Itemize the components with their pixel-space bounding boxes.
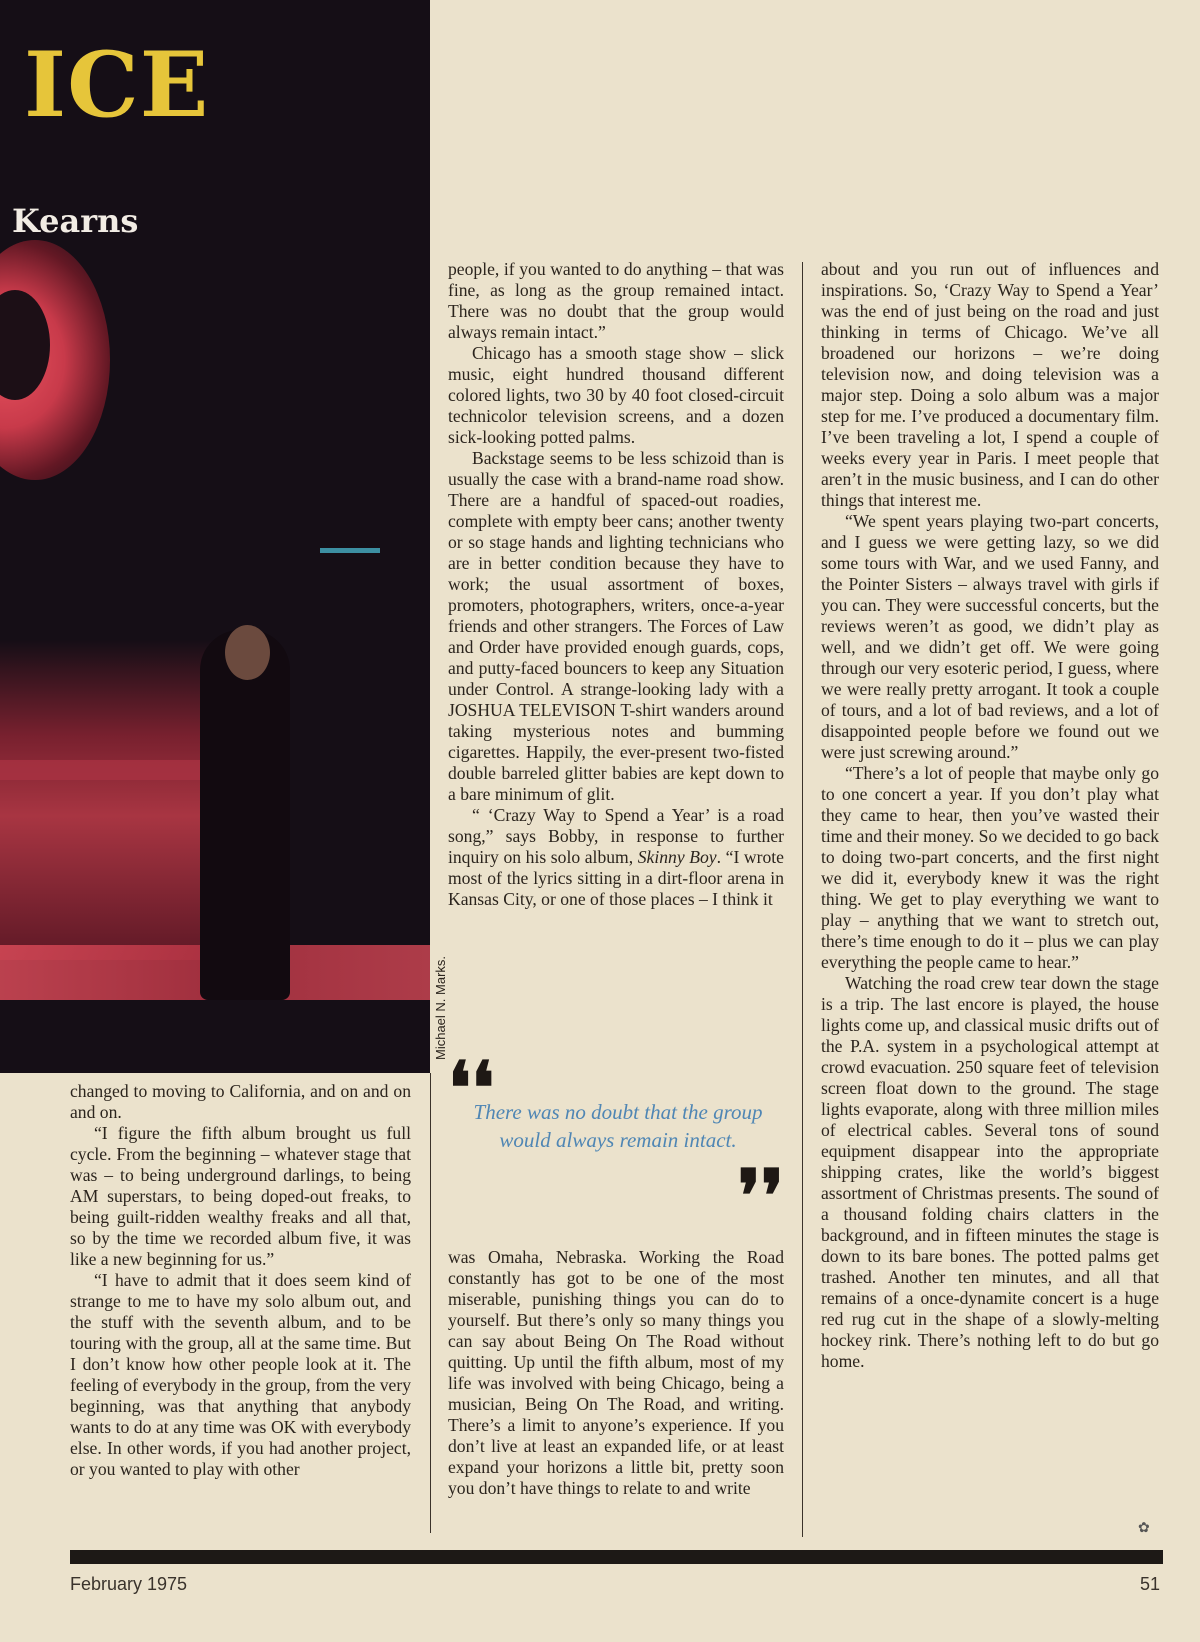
pull-quote: [448, 1045, 784, 1238]
paragraph: about and you run out of influences and inspirations. So, ‘Crazy Way to Spend a Year’ was the end of just being on the road and just thinking in terms of Chicago. We’ve all broadened our horizons – we’re doing television now, and doing television was a major step. Doing a solo album was a major step for me. I’ve produced a documentary film. I’ve been traveling a lot, I spend a couple of weeks every year in Paris. I meet people that aren’t in the music business, and I can do other things that interest me.: [821, 259, 1159, 510]
paragraph: Watching the road crew tear down the stage is a trip. The last encore is played, the house lights come up, and classical music drifts out of the P.A. system in a psychological attempt at crowd evacuation. 250 square feet of television screen float down to the ground. The stage lights evaporate, along with three million miles of electrical cables. Several tons of sound equipment disappear into the appropriate shipping crates, like the world’s biggest assortment of Christmas presents. The sound of a thousand folding chairs clatters in the background, and in fifteen minutes the stage is down to its bare bones. The potted palms get trashed. Another ten minutes, and all that remains of a once-dynamite concert is a huge red rug cut in the shape of a slowly-melting hockey rink. There’s nothing left to do but go home.: [821, 973, 1159, 1371]
paragraph: [448, 805, 784, 910]
paragraph: was Omaha, Nebraska. Working the Road constantly has got to be one of the most miserable, punishing things you can do to yourself. But there’s only so many things you can say about Being On The Road without quitting. Up until the fifth album, most of my life was involved with being Chicago, being a musician, Being On The Road, and writing. There’s a limit to anyone’s experience. If you don’t live at least an expanded life, or at least expand your horizons a little bit, pretty soon you don’t have things to relate to and write: [448, 1247, 784, 1498]
article-column-2-bottom: [448, 1247, 784, 1499]
paragraph-text: “ ‘Crazy Way to Spend a Year’ is a road song,” says Bobby, in response to further inquiry on his solo album,: [448, 805, 784, 867]
article-column-2-top: [448, 259, 784, 910]
photo-performer-head: [225, 625, 270, 680]
page-number: 51: [1139, 1574, 1160, 1594]
photo-performer: [200, 630, 290, 1000]
article-column-1: [70, 1081, 411, 1480]
photo-credit: Michael N. Marks.: [433, 955, 448, 1060]
photo-cyan-light: [320, 548, 380, 553]
paragraph: Backstage seems to be less schizoid than is usually the case with a brand-name road show. There are a handful of spaced-out roadies, complete with empty beer cans; another twenty or so stage hands and lighting technicians who are in better condition because they have to work; the usual assortment of boxes, promoters, photographers, writers, once-a-year friends and other strangers. The Forces of Law and Order have provided enough guards, cops, and putty-faced bouncers to keep any Situation under Control. A strange-looking lady with a JOSHUA TELEVISON T-shirt wanders around taking mysterious notes and bumming cigarettes. Happily, the ever-present two-fisted double barreled glitter babies are kept down to a bare minimum of glit.: [448, 448, 784, 804]
paragraph: “I have to admit that it does seem kind of strange to me to have my solo album out, and the stuff with the seventh album, and to be touring with the group, all at the same time. But I don’t know how other people look at it. The feeling of everybody in the group, from the very beginning, was that anything that anybody wants to do at any time was OK with everybody else. In other words, if you had another project, or you wanted to play with other: [70, 1270, 411, 1479]
paragraph: “There’s a lot of people that maybe only go to one concert a year. If you don’t play what they came to hear, then you’ve wasted their time and their money. So we decided to go back to doing two-part concerts, and the first night we did it, everybody knew it was the right thing. We get to play everything we want to play – anything that we want to stretch out, there’s time enough to do it – plus we can play everything the people came to hear.”: [821, 763, 1159, 972]
paragraph: changed to moving to California, and on and on and on.: [70, 1081, 411, 1122]
column-rule-1: [430, 1073, 431, 1533]
close-quote-icon: ❜❜: [737, 1153, 784, 1238]
author-fragment: Kearns: [12, 202, 139, 240]
issue-date: February 1975: [70, 1574, 188, 1594]
paragraph: “We spent years playing two-part concerts, and I guess we were getting lazy, so we did some tours with War, and we used Fanny, and the Pointer Sisters – always travel with girls if you can. They were successful concerts, but the reviews weren’t as good, we didn’t play as well, and we didn’t get off. We were going through our very esoteric period, I guess, where we were really pretty arrogant. It took a couple of tours, and a lot of bad reviews, and a lot of disappointed people before we found out we were just screwing around.”: [821, 511, 1159, 762]
album-title: Skinny Boy: [637, 847, 717, 867]
article-column-3: [821, 259, 1159, 1372]
footer-rule: [70, 1550, 1163, 1564]
photo-keyboard: [0, 760, 200, 780]
paragraph: “I figure the fifth album brought us full cycle. From the beginning – whatever stage that was – to being underground darlings, to being AM superstars, to being doped-out freaks, to being guilt-ridden wealthy freaks and all that, so by the time we recorded album five, it was like a new beginning for us.”: [70, 1123, 411, 1269]
paragraph: Chicago has a smooth stage show – slick music, eight hundred thousand different colored lights, two 30 by 40 foot closed-circuit technicolor television screens, and a dozen sick-looking potted palms.: [448, 343, 784, 447]
paragraph-text: . “I wrote most of the lyrics sitting in a dirt-floor arena in Kansas City, or one of those places – I think it: [448, 847, 784, 909]
concert-photo: [0, 0, 430, 1073]
end-mark-icon: ✿: [1138, 1520, 1150, 1536]
open-quote-icon: ❛❛: [448, 1045, 495, 1130]
paragraph: people, if you wanted to do anything – that was fine, as long as the group remained intact. There was no doubt that the group would always remain intact.”: [448, 259, 784, 342]
pull-quote-text: There was no doubt that the group would always remain intact.: [473, 1100, 763, 1152]
column-rule-2: [802, 262, 803, 1537]
title-fragment: ICE: [24, 32, 210, 138]
